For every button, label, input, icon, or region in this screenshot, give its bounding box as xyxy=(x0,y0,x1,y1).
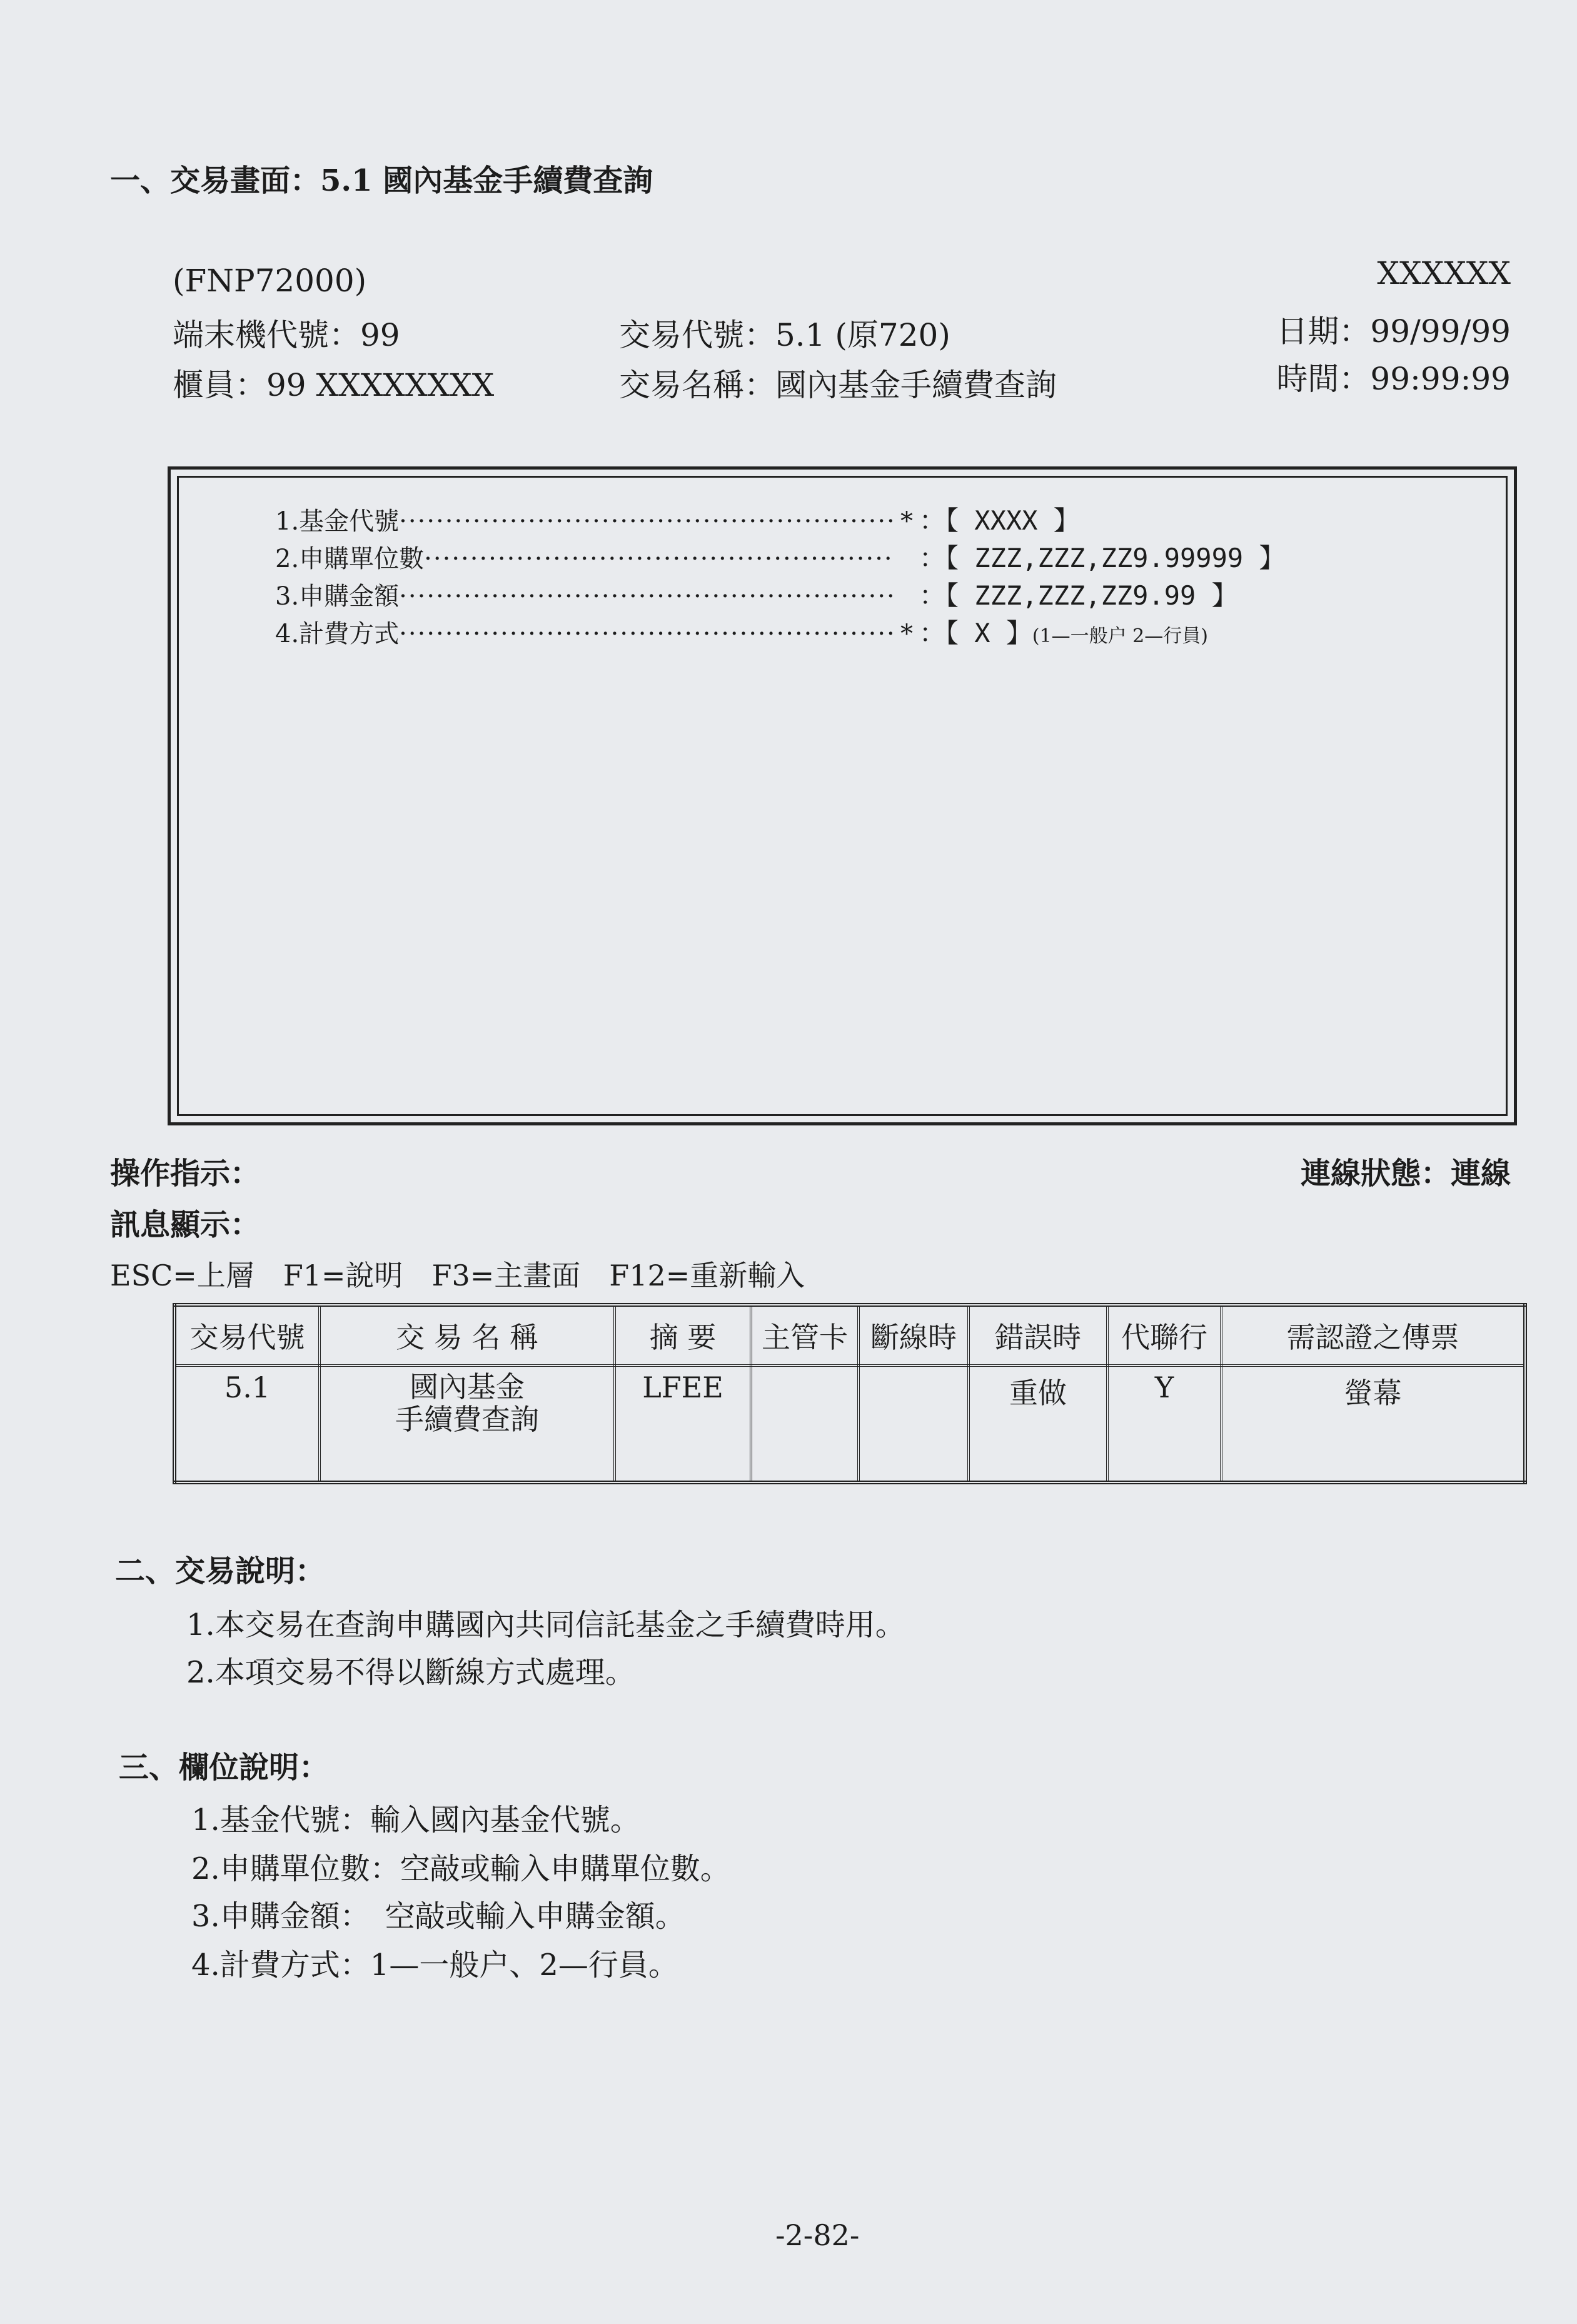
page-number: -2-82- xyxy=(775,2218,860,2252)
section3-item: 1.基金代號：輸入國內基金代號。 xyxy=(191,1803,640,1838)
cell-txn-code: 5.1 xyxy=(174,1366,320,1482)
transaction-code: 交易代號：5.1 (原720) xyxy=(619,317,950,353)
th-agent-bank: 代聯行 xyxy=(1107,1305,1221,1366)
cell-on-error: 重做 xyxy=(969,1366,1107,1482)
cell-agent-bank: Y xyxy=(1107,1366,1221,1482)
field-fee-method[interactable] xyxy=(275,613,1208,650)
field-label: 4.計費方式 ····· xyxy=(275,614,894,650)
th-on-error: 錯誤時 xyxy=(969,1305,1107,1366)
required-mark: * xyxy=(900,620,913,648)
section2-title: 二、交易說明： xyxy=(115,1554,326,1589)
field-note: (1—一般户 2—行員) xyxy=(1032,625,1208,647)
section2-item: 2.本項交易不得以斷線方式處理。 xyxy=(186,1655,635,1690)
th-txn-name: 交 易 名 稱 xyxy=(320,1305,615,1366)
cell-offline xyxy=(859,1366,969,1482)
field-purchase-units[interactable] xyxy=(275,538,1285,575)
field-value[interactable]: ：【 X 】 xyxy=(919,618,1032,648)
date-field: 日期：99/99/99 xyxy=(1276,313,1511,350)
section3-item: 3.申購金額： 空敲或輸入申購金額。 xyxy=(191,1899,685,1934)
function-keys: ESC=上層 F1=說明 F3=主畫面 F12=重新輸入 xyxy=(110,1259,805,1292)
field-label: 1.基金代號 ····· xyxy=(275,501,894,537)
transaction-name: 交易名稱：國內基金手續費查詢 xyxy=(619,367,1057,403)
field-purchase-amount[interactable] xyxy=(275,575,1238,613)
cell-txn-name: 國內基金 手續費查詢 xyxy=(320,1366,615,1482)
section1-title: 一、交易畫面：5.1 國內基金手續費查詢 xyxy=(110,163,653,198)
required-mark: * xyxy=(900,507,913,536)
transaction-table xyxy=(173,1303,1527,1484)
section3-item: 2.申購單位數：空敲或輸入申購單位數。 xyxy=(191,1851,730,1886)
field-label: 2.申購單位數 ····· xyxy=(275,539,894,575)
section3-title: 三、欄位說明： xyxy=(119,1750,330,1785)
th-offline: 斷線時 xyxy=(859,1305,969,1366)
cell-voucher: 螢幕 xyxy=(1221,1366,1525,1482)
table-header-row xyxy=(174,1305,1525,1366)
cell-summary: LFEE xyxy=(615,1366,751,1482)
field-value[interactable]: ：【 ZZZ,ZZZ,ZZ9.99 】 xyxy=(919,580,1238,611)
connection-status: 連線狀態：連線 xyxy=(1300,1156,1511,1191)
field-fund-code[interactable] xyxy=(275,500,1080,538)
section2-item: 1.本交易在查詢申購國內共同信託基金之手續費時用。 xyxy=(186,1607,905,1642)
program-id: (FNP72000) xyxy=(173,263,367,299)
field-value[interactable]: ：【 ZZZ,ZZZ,ZZ9.99999 】 xyxy=(919,543,1286,573)
cell-supervisor-card xyxy=(751,1366,859,1482)
th-supervisor-card: 主管卡 xyxy=(751,1305,859,1366)
operation-hint: 操作指示： xyxy=(110,1156,261,1191)
time-field: 時間：99:99:99 xyxy=(1276,361,1511,397)
table-row xyxy=(174,1366,1525,1482)
terminal-id: 端末機代號：99 xyxy=(173,317,400,353)
th-voucher: 需認證之傳票 xyxy=(1221,1305,1525,1366)
teller-id: 櫃員：99 XXXXXXXX xyxy=(173,367,495,403)
section3-item: 4.計費方式：1—一般户、2—行員。 xyxy=(191,1948,678,1983)
message-display: 訊息顯示： xyxy=(110,1207,261,1242)
th-txn-code: 交易代號 xyxy=(174,1305,320,1366)
field-value[interactable]: ：【 XXXX 】 xyxy=(919,505,1080,536)
screen-code: XXXXXX xyxy=(1377,255,1511,291)
field-label: 3.申購金額 ····· xyxy=(275,576,894,612)
th-summary: 摘 要 xyxy=(615,1305,751,1366)
